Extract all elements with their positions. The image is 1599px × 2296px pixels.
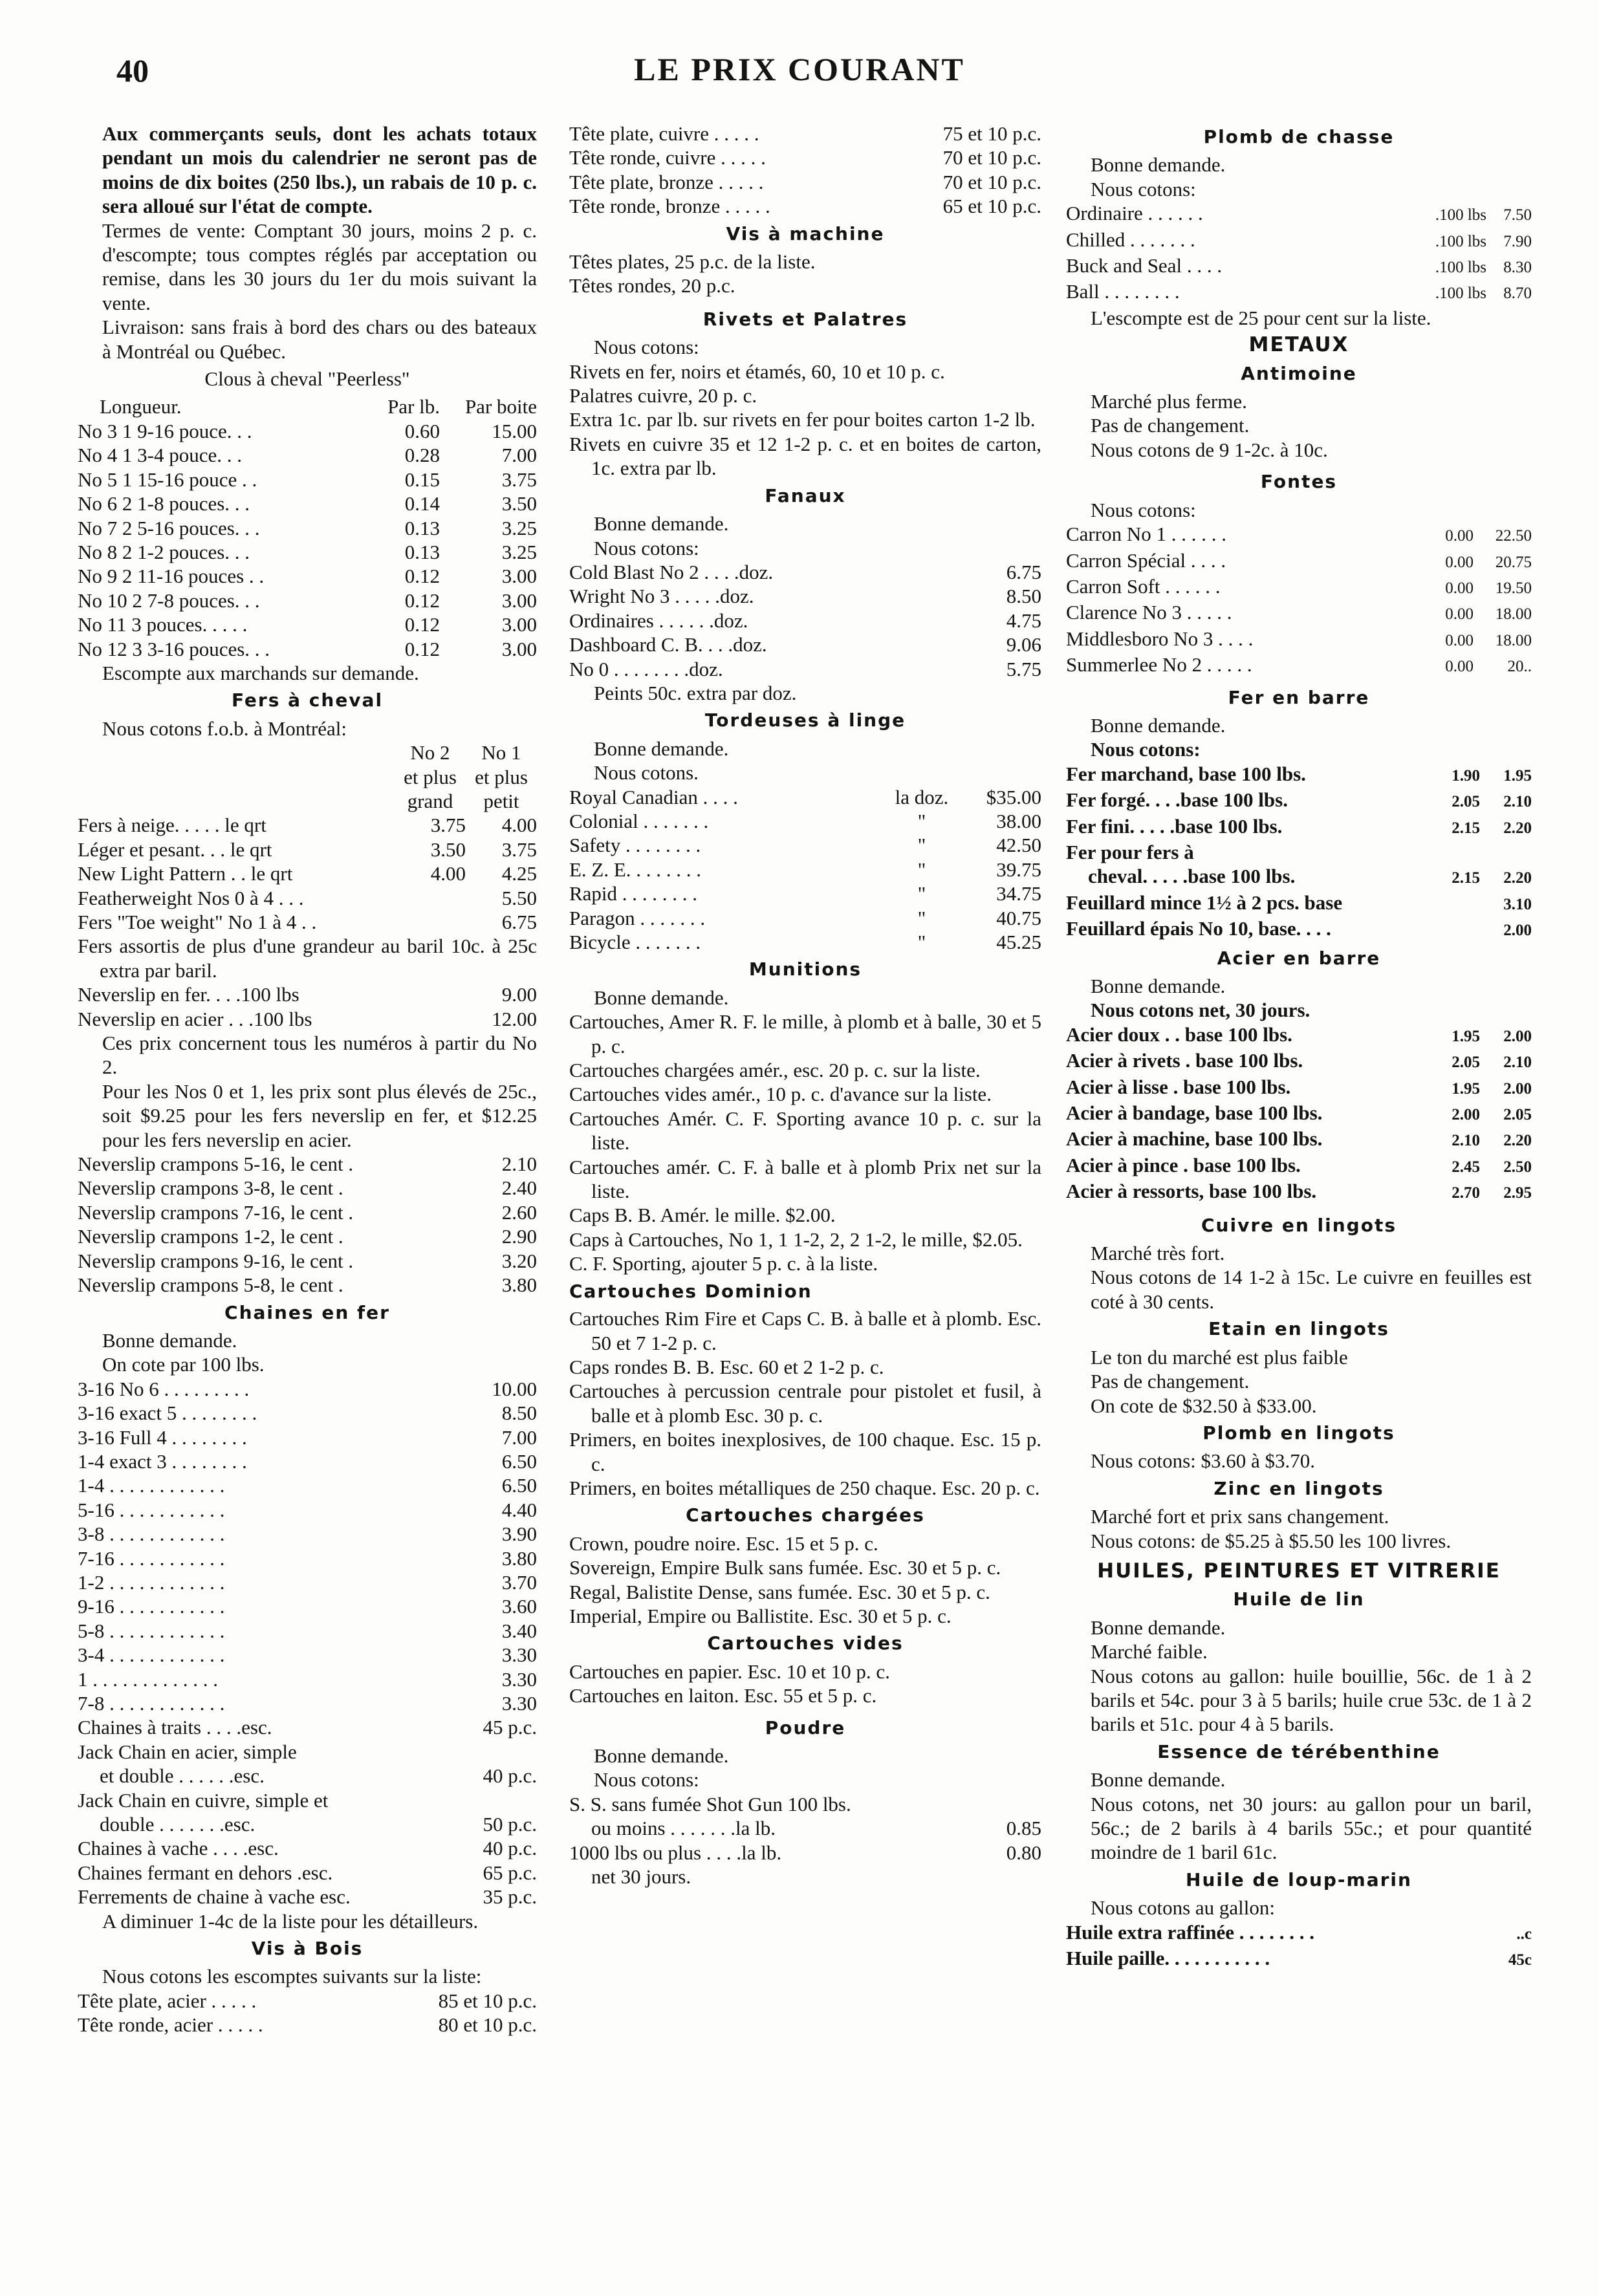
livraison-paragraph: Livraison: sans frais à bord des chars ou des bateaux à Montréal ou Québec. bbox=[102, 316, 537, 363]
table-row: No 0 . . . . . . . .doz. 5.75 bbox=[569, 657, 1041, 680]
zinc-line-1: Marché fort et prix sans changement. bbox=[1091, 1505, 1389, 1528]
table-row: Neverslip crampons 9-16, le cent . 3.20 bbox=[78, 1249, 537, 1272]
munitions-line: Cartouches chargées amér., esc. 20 p. c. sur la liste. bbox=[569, 1059, 981, 1082]
table-row: Fer fini. . . . .base 100 lbs. 2.15 2.20 bbox=[1066, 814, 1532, 838]
table-row: Clarence No 3 . . . . . 0.00 18.00 bbox=[1066, 601, 1532, 624]
fers-assortis: Fers assortis de plus d'une grandeur au baril 10c. à 25c extra par baril. bbox=[78, 935, 537, 982]
section-heading-fers: Fers à cheval bbox=[231, 689, 384, 711]
table-row: Acier à machine, base 100 lbs. 2.10 2.20 bbox=[1066, 1127, 1532, 1151]
poudre-net: net 30 jours. bbox=[591, 1865, 691, 1889]
vis-bois-intro: Nous cotons les escomptes suivants sur la liste: bbox=[102, 1965, 482, 1988]
section-heading-metaux: METAUX bbox=[1248, 333, 1349, 357]
table-row: E. Z. E. . . . . . . . " 39.75 bbox=[569, 858, 1041, 881]
clous-note: Escompte aux marchands sur demande. bbox=[102, 661, 419, 684]
section-heading-essence: Essence de térébenthine bbox=[1157, 1740, 1441, 1762]
table-row: New Light Pattern . . le qrt 4.00 4.25 bbox=[78, 862, 537, 885]
poudre-row: S. S. sans fumée Shot Gun 100 lbs. bbox=[569, 1792, 851, 1815]
table-row: No 6 2 1-8 pouces. . . 0.14 3.50 bbox=[78, 492, 537, 515]
table-row: double . . . . . . .esc. 50 p.c. bbox=[100, 1813, 537, 1836]
acier-line-2: Nous cotons net, 30 jours. bbox=[1091, 999, 1311, 1022]
section-heading-antimoine: Antimoine bbox=[1241, 362, 1357, 384]
section-heading-huiles: HUILES, PEINTURES ET VITRERIE bbox=[1097, 1559, 1501, 1583]
cuivre-line-1: Marché très fort. bbox=[1091, 1242, 1225, 1265]
lin-line-3: Nous cotons au gallon: huile bouillie, 56c. de 1 à 2 barils et 54c. pour 3 à 5 barils; huile crue 53c. de 1 à 2 barils et 51c. pour 4 à 5 barils. bbox=[1091, 1664, 1532, 1736]
table-row: Feuillard épais No 10, base. . . . 2.00 bbox=[1066, 917, 1532, 940]
section-heading-cuivre: Cuivre en lingots bbox=[1201, 1214, 1397, 1236]
table-row: No 7 2 5-16 pouces. . . 0.13 3.25 bbox=[78, 516, 537, 539]
table-row: Safety . . . . . . . . " 42.50 bbox=[569, 834, 1041, 857]
munitions-line: Caps à Cartouches, No 1, 1 1-2, 2, 2 1-2, le mille, $2.05. bbox=[569, 1228, 1023, 1251]
table-row: No 10 2 7-8 pouces. . . 0.12 3.00 bbox=[78, 589, 537, 612]
table-row: 5-16 . . . . . . . . . . . 4.40 bbox=[78, 1498, 537, 1521]
table-row: Carron Soft . . . . . . 0.00 19.50 bbox=[1066, 574, 1532, 598]
intro-paragraph: Aux commerçants seuls, dont les achats totaux pendant un mois du calendrier ne seront pas de moins de dix boites (250 lbs.), un rabais de 10 p. c. sera alloué sur l'état de compte. bbox=[102, 122, 537, 218]
table-row: Chaines à vache . . . .esc. 40 p.c. bbox=[78, 1837, 537, 1860]
table-row: Chaines fermant en dehors .esc. 65 p.c. bbox=[78, 1861, 537, 1884]
ferbarre-cheval: Fer pour fers à bbox=[1066, 840, 1194, 863]
section-heading-fer-barre: Fer en barre bbox=[1228, 686, 1370, 708]
section-heading-vides: Cartouches vides bbox=[707, 1632, 904, 1654]
section-heading-etain: Etain en lingots bbox=[1208, 1318, 1389, 1340]
section-heading-poudre: Poudre bbox=[765, 1717, 846, 1738]
section-heading-huile-lin: Huile de lin bbox=[1233, 1588, 1365, 1610]
table-row: No 8 2 1-2 pouces. . . 0.13 3.25 bbox=[78, 540, 537, 563]
ferbarre-line-2: Nous cotons: bbox=[1091, 738, 1201, 761]
section-heading-clous: Clous à cheval "Peerless" bbox=[204, 367, 410, 391]
table-row: Fer marchand, base 100 lbs. 1.90 1.95 bbox=[1066, 762, 1532, 785]
munitions-line: Cartouches Amér. C. F. Sporting avance 10 p. c. sur la liste. bbox=[569, 1107, 1041, 1154]
table-row: Tête ronde, acier . . . . . 80 et 10 p.c. bbox=[78, 2013, 537, 2037]
section-heading-dominion: Cartouches Dominion bbox=[569, 1280, 812, 1302]
section-heading-tordeuses: Tordeuses à linge bbox=[704, 709, 906, 731]
ferbarre-line-1: Bonne demande. bbox=[1091, 713, 1226, 737]
table-row: 3-16 exact 5 . . . . . . . . 8.50 bbox=[78, 1402, 537, 1425]
section-heading-chaines: Chaines en fer bbox=[224, 1301, 390, 1323]
ces-prix: Ces prix concernent tous les numéros à partir du No 2. bbox=[102, 1032, 537, 1079]
munitions-line-1: Bonne demande. bbox=[594, 986, 729, 1009]
munitions-line: Cartouches vides amér., 10 p. c. d'avance sur la liste. bbox=[569, 1083, 992, 1106]
section-heading-acier: Acier en barre bbox=[1217, 947, 1381, 969]
fers-intro: Nous cotons f.o.b. à Montréal: bbox=[102, 717, 347, 740]
loup-line-1: Nous cotons au gallon: bbox=[1091, 1896, 1275, 1920]
table-row: Middlesboro No 3 . . . . 0.00 18.00 bbox=[1066, 627, 1532, 650]
table-row: cheval. . . . .base 100 lbs. 2.15 2.20 bbox=[1088, 865, 1532, 888]
column-1 bbox=[78, 122, 537, 2037]
table-row: 1000 lbs ou plus . . . .la lb. 0.80 bbox=[569, 1841, 1041, 1864]
vides-line: Cartouches en laiton. Esc. 55 et 5 p. c. bbox=[569, 1684, 877, 1707]
table-row: Acier à ressorts, base 100 lbs. 2.70 2.95 bbox=[1066, 1180, 1532, 1203]
etain-line: On cote de $32.50 à $33.00. bbox=[1091, 1394, 1317, 1417]
rivets-line: Palatres cuivre, 20 p. c. bbox=[569, 384, 757, 407]
lin-line-2: Marché faible. bbox=[1091, 1640, 1208, 1663]
antimoine-line: Marché plus ferme. bbox=[1091, 390, 1247, 413]
crampons-table bbox=[78, 1152, 537, 1297]
chaines-line-2: On cote par 100 lbs. bbox=[102, 1353, 265, 1376]
table-row: 3-4 . . . . . . . . . . . . 3.30 bbox=[78, 1643, 537, 1667]
table-row: Neverslip en acier . . .100 lbs 12.00 bbox=[78, 1007, 537, 1030]
table-row: Huile extra raffinée . . . . . . . . ..c bbox=[1066, 1920, 1532, 1944]
vis-machine-line-2: Têtes rondes, 20 p.c. bbox=[569, 274, 735, 298]
table-row: Fers à neige. . . . . le qrt 3.75 4.00 bbox=[78, 814, 537, 837]
vides-line: Cartouches en papier. Esc. 10 et 10 p. c. bbox=[569, 1660, 890, 1683]
plomb-note: L'escompte est de 25 pour cent sur la liste. bbox=[1091, 306, 1431, 329]
rivets-line: Rivets en fer, noirs et étamés, 60, 10 et 10 p. c. bbox=[569, 360, 945, 383]
section-heading-chargees: Cartouches chargées bbox=[686, 1504, 925, 1526]
fers-header-a: No 2 No 1 bbox=[410, 741, 521, 764]
clous-table-header: Longueur. Par lb. Par boite bbox=[100, 395, 537, 418]
table-row: Acier à pince . base 100 lbs. 2.45 2.50 bbox=[1066, 1153, 1532, 1176]
fers-header-c: grand petit bbox=[407, 789, 519, 812]
munitions-line: C. F. Sporting, ajouter 5 p. c. à la liste. bbox=[569, 1252, 878, 1275]
table-row: Summerlee No 2 . . . . . 0.00 20.. bbox=[1066, 653, 1532, 677]
plomb-line-2: Nous cotons: bbox=[1091, 177, 1196, 200]
table-row: No 12 3 3-16 pouces. . . 0.12 3.00 bbox=[78, 637, 537, 660]
table-row: Feuillard mince 1½ à 2 pcs. base 3.10 bbox=[1066, 891, 1532, 914]
table-row: Acier à lisse . base 100 lbs. 1.95 2.00 bbox=[1066, 1075, 1532, 1098]
fers-table bbox=[78, 813, 537, 934]
table-row: 1-4 exact 3 . . . . . . . . 6.50 bbox=[78, 1449, 537, 1473]
chaines-line-1: Bonne demande. bbox=[102, 1328, 237, 1352]
rivets-line: Extra 1c. par lb. sur rivets en fer pour boites carton 1-2 lb. bbox=[569, 408, 1036, 431]
tordeuses-line-2: Nous cotons. bbox=[594, 761, 699, 785]
chaines-table bbox=[78, 1377, 537, 1716]
section-heading-fanaux: Fanaux bbox=[765, 484, 846, 506]
chargees-line: Imperial, Empire ou Ballistite. Esc. 30 et 5 p. c. bbox=[569, 1604, 952, 1627]
table-row: ou moins . . . . . . .la lb. 0.85 bbox=[591, 1817, 1041, 1840]
zinc-line-2: Nous cotons: de $5.25 à $5.50 les 100 livres. bbox=[1091, 1529, 1452, 1552]
munitions-line: Caps B. B. Amér. le mille. $2.00. bbox=[569, 1204, 836, 1227]
table-row: Léger et pesant. . . le qrt 3.50 3.75 bbox=[78, 838, 537, 861]
rivets-intro: Nous cotons: bbox=[594, 336, 699, 359]
table-row: Tête plate, cuivre . . . . . 75 et 10 p.c. bbox=[569, 122, 1041, 145]
table-row: Royal Canadian . . . . la doz. $35.00 bbox=[569, 785, 1041, 808]
table-row: Tête ronde, bronze . . . . . 65 et 10 p.c. bbox=[569, 195, 1041, 218]
etain-line: Pas de changement. bbox=[1091, 1370, 1250, 1393]
section-heading-fontes: Fontes bbox=[1260, 471, 1338, 493]
table-row: Neverslip crampons 7-16, le cent . 2.60 bbox=[78, 1200, 537, 1224]
section-heading-rivets: Rivets et Palatres bbox=[702, 308, 908, 330]
rivets-line: Rivets en cuivre 35 et 12 1-2 p. c. et en boites de carton, 1c. extra par lb. bbox=[569, 432, 1041, 480]
table-row: Ordinaire . . . . . . .100 lbs 7.50 bbox=[1066, 202, 1532, 225]
table-row: Cold Blast No 2 . . . .doz. 6.75 bbox=[569, 560, 1041, 583]
acier-line-1: Bonne demande. bbox=[1091, 975, 1226, 997]
section-heading-vis-bois: Vis à Bois bbox=[251, 1938, 364, 1960]
jack-chain-acier: Jack Chain en acier, simple bbox=[78, 1740, 297, 1763]
diminuer-note: A diminuer 1-4c de la liste pour les détailleurs. bbox=[102, 1909, 479, 1933]
munitions-line: Cartouches, Amer R. F. le mille, à plomb et à balle, 30 et 5 p. c. bbox=[569, 1010, 1041, 1057]
fanaux-line-1: Bonne demande. bbox=[594, 512, 729, 536]
section-heading-loup-marin: Huile de loup-marin bbox=[1186, 1868, 1412, 1890]
lin-line-1: Bonne demande. bbox=[1091, 1616, 1226, 1639]
antimoine-line: Pas de changement. bbox=[1091, 414, 1250, 437]
table-row: Neverslip crampons 3-8, le cent . 2.40 bbox=[78, 1176, 537, 1200]
dominion-line: Primers, en boites métalliques de 250 chaque. Esc. 20 p. c. bbox=[569, 1476, 1040, 1499]
table-row: Buck and Seal . . . . .100 lbs 8.30 bbox=[1066, 254, 1532, 277]
table-row: Huile paille. . . . . . . . . . . 45c bbox=[1066, 1947, 1532, 1970]
table-row: 1-2 . . . . . . . . . . . . 3.70 bbox=[78, 1570, 537, 1594]
table-row: Fer forgé. . . .base 100 lbs. 2.05 2.10 bbox=[1066, 788, 1532, 812]
table-row: Tête plate, acier . . . . . 85 et 10 p.c. bbox=[78, 1989, 537, 2012]
table-row: Paragon . . . . . . . " 40.75 bbox=[569, 906, 1041, 929]
essence-line-1: Bonne demande. bbox=[1091, 1768, 1226, 1792]
table-row: Ordinaires . . . . . .doz. 4.75 bbox=[569, 609, 1041, 632]
table-row: Chilled . . . . . . . .100 lbs 7.90 bbox=[1066, 228, 1532, 251]
section-heading-vis-machine: Vis à machine bbox=[726, 222, 885, 244]
dominion-line: Cartouches à percussion centrale pour pistolet et fusil, à balle et à plomb Esc. 30 p. c. bbox=[569, 1380, 1041, 1427]
table-row: 3-8 . . . . . . . . . . . . 3.90 bbox=[78, 1522, 537, 1546]
chargees-line: Sovereign, Empire Bulk sans fumée. Esc. 30 et 5 p. c. bbox=[569, 1556, 1001, 1579]
table-row: Wright No 3 . . . . .doz. 8.50 bbox=[569, 585, 1041, 608]
section-heading-munitions: Munitions bbox=[748, 958, 862, 980]
table-row: Carron No 1 . . . . . . 0.00 22.50 bbox=[1066, 523, 1532, 546]
table-row: 3-16 Full 4 . . . . . . . . 7.00 bbox=[78, 1425, 537, 1449]
vis-machine-line-1: Têtes plates, 25 p.c. de la liste. bbox=[569, 250, 816, 274]
table-row: No 11 3 pouces. . . . . 0.12 3.00 bbox=[78, 613, 537, 636]
antimoine-line: Nous cotons de 9 1-2c. à 10c. bbox=[1091, 438, 1328, 461]
table-row: Neverslip en fer. . . .100 lbs 9.00 bbox=[78, 983, 537, 1006]
fontes-intro: Nous cotons: bbox=[1091, 498, 1196, 521]
page-title: LE PRIX COURANT bbox=[634, 51, 965, 87]
dominion-line: Cartouches Rim Fire et Caps C. B. à balle et à plomb. Esc. 50 et 7 1-2 p. c. bbox=[569, 1307, 1041, 1354]
fanaux-note: Peints 50c. extra par doz. bbox=[594, 681, 797, 704]
table-row: 1 . . . . . . . . . . . . . 3.30 bbox=[78, 1667, 537, 1691]
table-row: Ferrements de chaine à vache esc. 35 p.c. bbox=[78, 1885, 537, 1909]
page-number: 40 bbox=[116, 52, 149, 89]
column-2 bbox=[569, 122, 1041, 1889]
poudre-line-2: Nous cotons: bbox=[594, 1768, 699, 1792]
poudre-line-1: Bonne demande. bbox=[594, 1744, 729, 1767]
dominion-line: Caps rondes B. B. Esc. 60 et 2 1-2 p. c. bbox=[569, 1355, 884, 1378]
fers-header-b: et plus et plus bbox=[404, 765, 528, 788]
table-row: Carron Spécial . . . . 0.00 20.75 bbox=[1066, 548, 1532, 572]
table-row: No 9 2 11-16 pouces . . 0.12 3.00 bbox=[78, 565, 537, 588]
table-row: Rapid . . . . . . . . " 34.75 bbox=[569, 882, 1041, 905]
table-row: Colonial . . . . . . . " 38.00 bbox=[569, 809, 1041, 832]
table-row: Acier doux . . base 100 lbs. 1.95 2.00 bbox=[1066, 1023, 1532, 1046]
table-row: Dashboard C. B. . . .doz. 9.06 bbox=[569, 633, 1041, 656]
table-row: Tête plate, bronze . . . . . 70 et 10 p.c. bbox=[569, 170, 1041, 193]
table-row: Featherweight Nos 0 à 4 . . . 5.50 bbox=[78, 886, 537, 909]
termes-paragraph: Termes de vente: Comptant 30 jours, moins 2 p. c. d'escompte; tous comptes réglés par acceptation ou remise, dans les 30 jours du 1er du mois suivant la vente. bbox=[102, 219, 537, 314]
clous-table bbox=[78, 419, 537, 661]
table-row: 7-8 . . . . . . . . . . . . 3.30 bbox=[78, 1692, 537, 1715]
table-row: Neverslip crampons 1-2, le cent . 2.90 bbox=[78, 1225, 537, 1248]
section-heading-plomb-chasse: Plomb de chasse bbox=[1203, 126, 1395, 147]
table-row: Bicycle . . . . . . . " 45.25 bbox=[569, 931, 1041, 953]
table-row: Ball . . . . . . . . .100 lbs 8.70 bbox=[1066, 280, 1532, 303]
table-row: No 5 1 15-16 pouce . . 0.15 3.75 bbox=[78, 468, 537, 491]
table-row: et double . . . . . .esc. 40 p.c. bbox=[100, 1764, 537, 1788]
dominion-line: Primers, en boites inexplosives, de 100 chaque. Esc. 15 p. c. bbox=[569, 1428, 1041, 1475]
section-heading-plomb-lingots: Plomb en lingots bbox=[1202, 1422, 1395, 1444]
table-row: 7-16 . . . . . . . . . . . 3.80 bbox=[78, 1546, 537, 1570]
table-row: Tête ronde, cuivre . . . . . 70 et 10 p.c. bbox=[569, 146, 1041, 169]
pour-les: Pour les Nos 0 et 1, les prix sont plus élevés de 25c., soit $9.25 pour les fers neverslip en fer, et $12.25 pour les fers neverslip en acier. bbox=[102, 1079, 537, 1151]
essence-line-2: Nous cotons, net 30 jours: au gallon pour un baril, 56c.; de 2 barils à 4 barils 55c.; et pour quantité moindre de 1 baril 61c. bbox=[1091, 1792, 1532, 1864]
munitions-line: Cartouches amér. C. F. à balle et à plomb Prix net sur la liste. bbox=[569, 1155, 1041, 1203]
etain-line: Le ton du marché est plus faible bbox=[1091, 1345, 1348, 1369]
chargees-line: Regal, Balistite Dense, sans fumée. Esc. 30 et 5 p. c. bbox=[569, 1580, 990, 1603]
section-heading-zinc: Zinc en lingots bbox=[1213, 1477, 1384, 1499]
plomb-lingots-line: Nous cotons: $3.60 à $3.70. bbox=[1091, 1449, 1316, 1473]
plomb-line-1: Bonne demande. bbox=[1091, 153, 1226, 177]
column-3 bbox=[1066, 122, 1532, 1972]
table-row: No 4 1 3-4 pouce. . . 0.28 7.00 bbox=[78, 444, 537, 467]
chargees-line: Crown, poudre noire. Esc. 15 et 5 p. c. bbox=[569, 1532, 878, 1555]
cuivre-line-2: Nous cotons de 14 1-2 à 15c. Le cuivre en feuilles est coté à 30 cents. bbox=[1091, 1266, 1532, 1313]
jack-chain-cuivre: Jack Chain en cuivre, simple et bbox=[78, 1788, 329, 1812]
tordeuses-line-1: Bonne demande. bbox=[594, 737, 729, 760]
table-row: No 3 1 9-16 pouce. . . 0.60 15.00 bbox=[78, 419, 537, 442]
table-row: 3-16 No 6 . . . . . . . . . 10.00 bbox=[78, 1377, 537, 1400]
fanaux-line-2: Nous cotons: bbox=[594, 536, 699, 559]
table-row: 1-4 . . . . . . . . . . . . 6.50 bbox=[78, 1474, 537, 1497]
table-row: 5-8 . . . . . . . . . . . . 3.40 bbox=[78, 1619, 537, 1642]
table-row: Neverslip crampons 5-8, le cent . 3.80 bbox=[78, 1273, 537, 1297]
table-row: Fers "Toe weight" No 1 à 4 . . 6.75 bbox=[78, 911, 537, 933]
table-row: Acier à rivets . base 100 lbs. 2.05 2.10 bbox=[1066, 1049, 1532, 1072]
table-row: Neverslip crampons 5-16, le cent . 2.10 bbox=[78, 1153, 537, 1176]
table-row: 9-16 . . . . . . . . . . . 3.60 bbox=[78, 1595, 537, 1618]
table-row: Acier à bandage, base 100 lbs. 2.00 2.05 bbox=[1066, 1101, 1532, 1125]
table-row: Chaines à traits . . . .esc. 45 p.c. bbox=[78, 1716, 537, 1739]
